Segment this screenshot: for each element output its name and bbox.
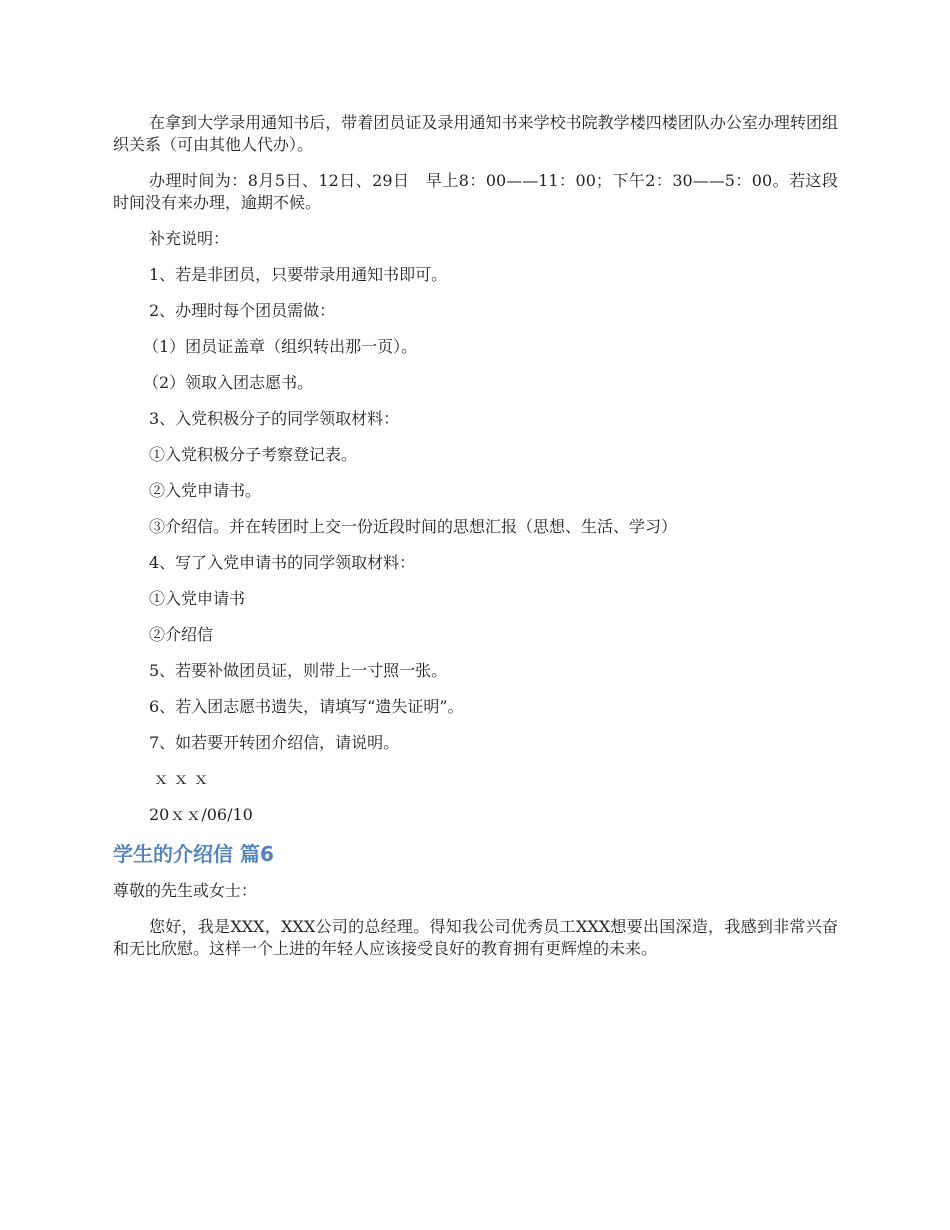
- list-item-1: 1、若是非团员，只要带录用通知书即可。: [149, 265, 448, 284]
- list-item-3-sub-3: ③介绍信。并在转团时上交一份近段时间的思想汇报（思想、生活、学习）: [149, 517, 678, 536]
- document-body: [113, 112, 838, 974]
- signature-name: ｘｘｘ: [153, 769, 214, 788]
- list-item-3-sub-2: ②入党申请书。: [149, 481, 262, 500]
- list-item-6: 6、若入团志愿书遗失，请填写“遗失证明”。: [149, 697, 464, 716]
- salutation: 尊敬的先生或女士：: [113, 881, 258, 900]
- list-item-5: 5、若要补做团员证，则带上一寸照一张。: [149, 661, 448, 680]
- list-item-4-sub-1: ①入党申请书: [149, 589, 246, 608]
- office-hours-paragraph: 办理时间为：8月5日、12日、29日 早上8：00——11：00；下午2：30——5：00。若这段时间没有来办理，逾期不候。: [113, 171, 838, 212]
- list-item-2-sub-2: （2）领取入团志愿书。: [143, 373, 314, 392]
- list-item-2-sub-1: （1）团员证盖章（组织转出那一页）。: [143, 337, 418, 356]
- letter-body-paragraph: 您好，我是XXX，XXX公司的总经理。得知我公司优秀员工XXX想要出国深造，我感到非常兴奋和无比欣慰。这样一个上进的年轻人应该接受良好的教育拥有更辉煌的未来。: [113, 917, 838, 958]
- signature-date: 20ｘｘ/06/10: [149, 805, 253, 824]
- section-heading: 学生的介绍信 篇6: [113, 842, 274, 866]
- supplement-title: 补充说明：: [149, 229, 230, 248]
- list-item-2: 2、办理时每个团员需做：: [149, 301, 336, 320]
- list-item-4-sub-2: ②介绍信: [149, 625, 214, 644]
- list-item-3-sub-1: ①入党积极分子考察登记表。: [149, 445, 358, 464]
- list-item-4: 4、写了入党申请书的同学领取材料：: [149, 553, 416, 572]
- list-item-7: 7、如若要开转团介绍信，请说明。: [149, 733, 400, 752]
- intro-paragraph: 在拿到大学录用通知书后，带着团员证及录用通知书来学校书院教学楼四楼团队办公室办理转团组织关系（可由其他人代办）。: [113, 113, 838, 154]
- list-item-3: 3、入党积极分子的同学领取材料：: [149, 409, 400, 428]
